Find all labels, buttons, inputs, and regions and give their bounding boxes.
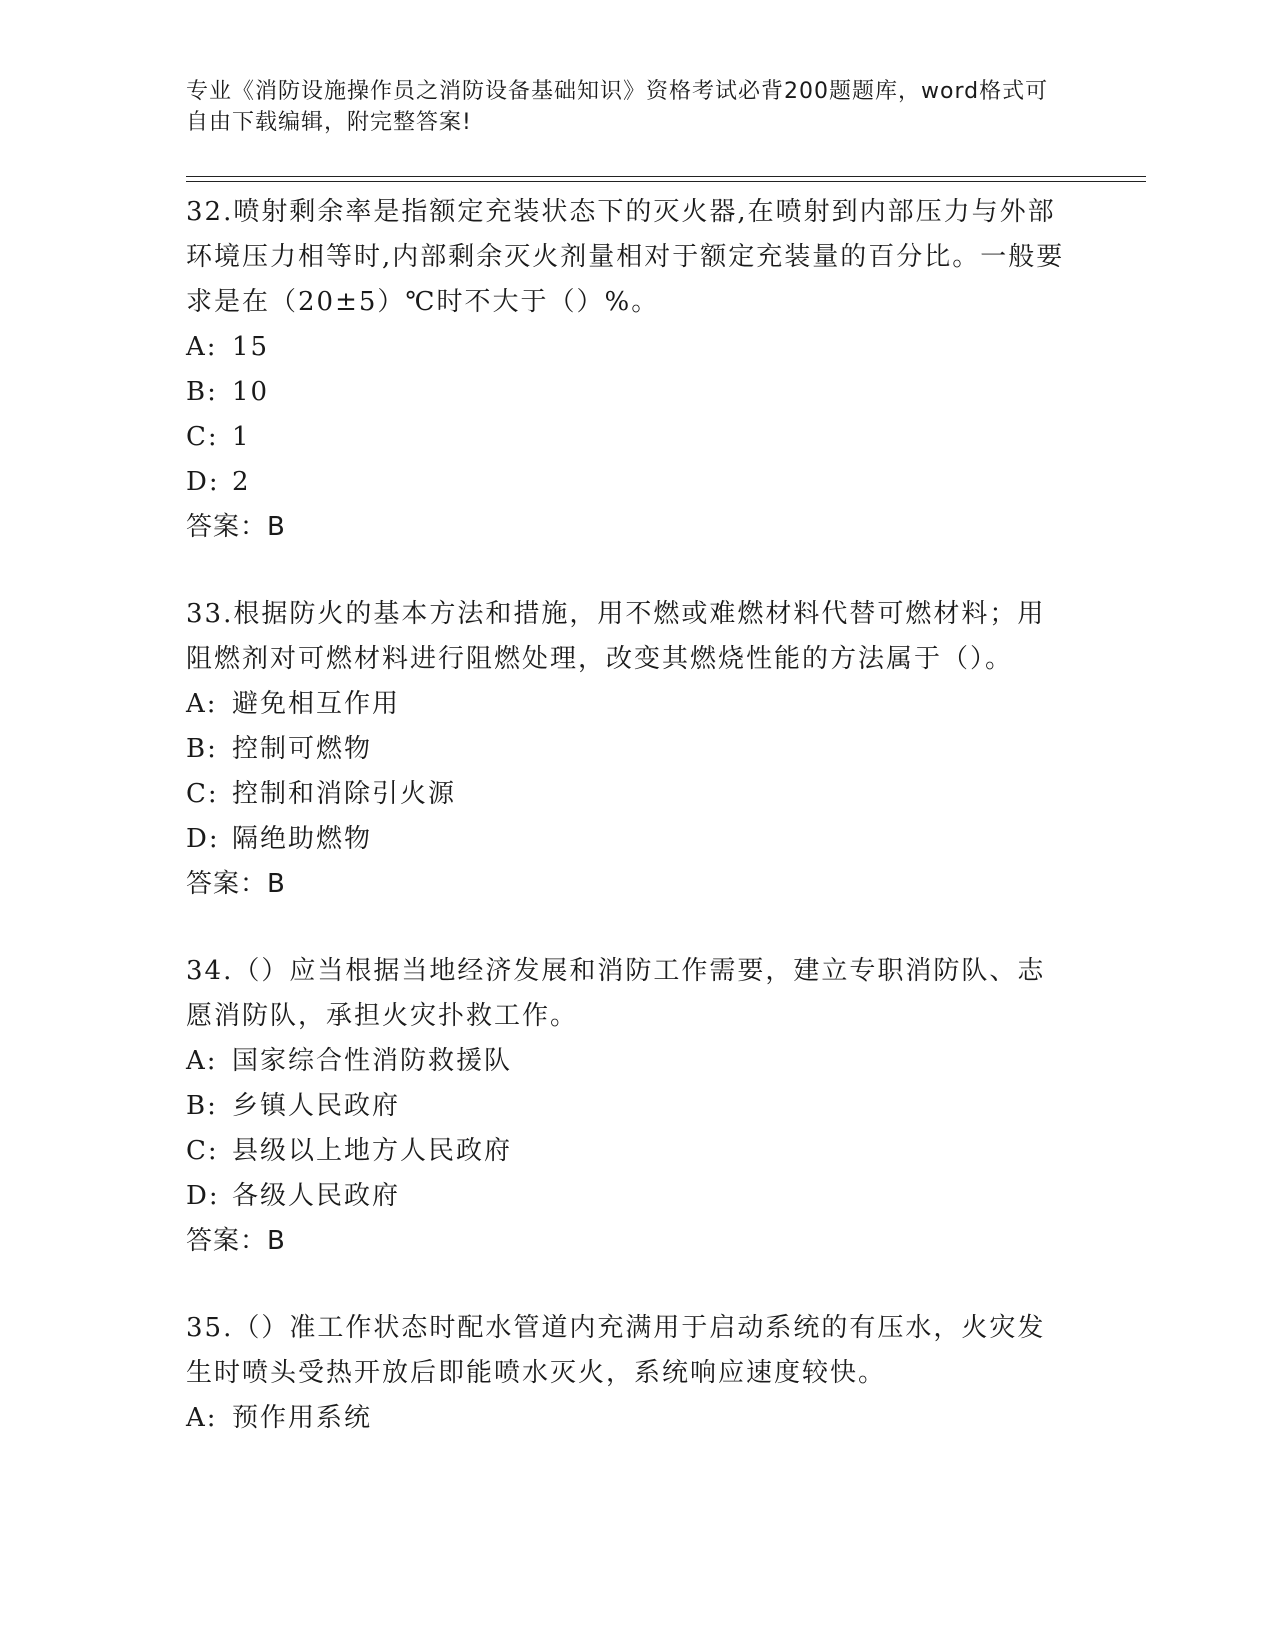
answer-line: 答案：B <box>186 1226 286 1256</box>
question-stem: 33.根据防火的基本方法和措施，用不燃或难燃材料代替可燃材料；用阻燃剂对可燃材料进行阻燃处理，改变其燃烧性能的方法属于（）。 <box>186 599 1046 674</box>
question-33 <box>186 592 1066 907</box>
option-key: A: <box>186 1046 218 1076</box>
option-b <box>186 727 1066 772</box>
option-d <box>186 1174 1066 1219</box>
header-divider-bottom <box>186 181 1146 182</box>
option-text: 1 <box>232 422 251 452</box>
header-divider-top <box>186 176 1146 177</box>
question-35 <box>186 1306 1066 1441</box>
question-stem: 35.（）准工作状态时配水管道内充满用于启动系统的有压水，火灾发生时喷头受热开放后即能喷水灭火，系统响应速度较快。 <box>186 1313 1046 1388</box>
option-key: D: <box>186 824 220 854</box>
option-a <box>186 325 1066 370</box>
option-text: 预作用系统 <box>232 1403 373 1433</box>
option-b <box>186 1084 1066 1129</box>
option-key: B: <box>186 377 218 407</box>
answer-line: 答案：B <box>186 869 286 899</box>
question-32 <box>186 190 1066 550</box>
option-key: C: <box>186 1136 219 1166</box>
option-key: A: <box>186 332 218 362</box>
option-key: D: <box>186 467 220 497</box>
option-key: B: <box>186 734 218 764</box>
option-key: A: <box>186 689 218 719</box>
option-c <box>186 772 1066 817</box>
option-text: 15 <box>232 332 270 362</box>
option-key: C: <box>186 422 219 452</box>
option-key: C: <box>186 779 219 809</box>
option-text: 各级人民政府 <box>232 1181 401 1211</box>
option-a <box>186 682 1066 727</box>
option-text: 控制和消除引火源 <box>232 779 457 809</box>
option-text: 10 <box>232 377 270 407</box>
option-text: 县级以上地方人民政府 <box>232 1136 513 1166</box>
option-text: 避免相互作用 <box>232 689 401 719</box>
option-a <box>186 1396 1066 1441</box>
question-34 <box>186 949 1066 1264</box>
document-header: 专业《消防设施操作员之消防设备基础知识》资格考试必背200题题库，word格式可自由下载编辑，附完整答案! <box>186 79 1049 135</box>
option-key: A: <box>186 1403 218 1433</box>
option-c <box>186 1129 1066 1174</box>
option-text: 2 <box>232 467 251 497</box>
option-d <box>186 817 1066 862</box>
question-stem: 34.（）应当根据当地经济发展和消防工作需要，建立专职消防队、志愿消防队，承担火灾扑救工作。 <box>186 956 1046 1031</box>
option-a <box>186 1039 1066 1084</box>
option-text: 隔绝助燃物 <box>232 824 373 854</box>
question-stem: 32.喷射剩余率是指额定充装状态下的灭火器,在喷射到内部压力与外部环境压力相等时,内部剩余灭火剂量相对于额定充装量的百分比。一般要求是在（20±5）℃时不大于（）%。 <box>186 197 1065 317</box>
option-text: 乡镇人民政府 <box>232 1091 401 1121</box>
option-d <box>186 460 1066 505</box>
option-key: B: <box>186 1091 218 1121</box>
option-b <box>186 370 1066 415</box>
option-text: 国家综合性消防救援队 <box>232 1046 513 1076</box>
answer-line: 答案：B <box>186 512 286 542</box>
question-list <box>186 190 1066 1483</box>
option-key: D: <box>186 1181 220 1211</box>
option-c <box>186 415 1066 460</box>
option-text: 控制可燃物 <box>232 734 373 764</box>
